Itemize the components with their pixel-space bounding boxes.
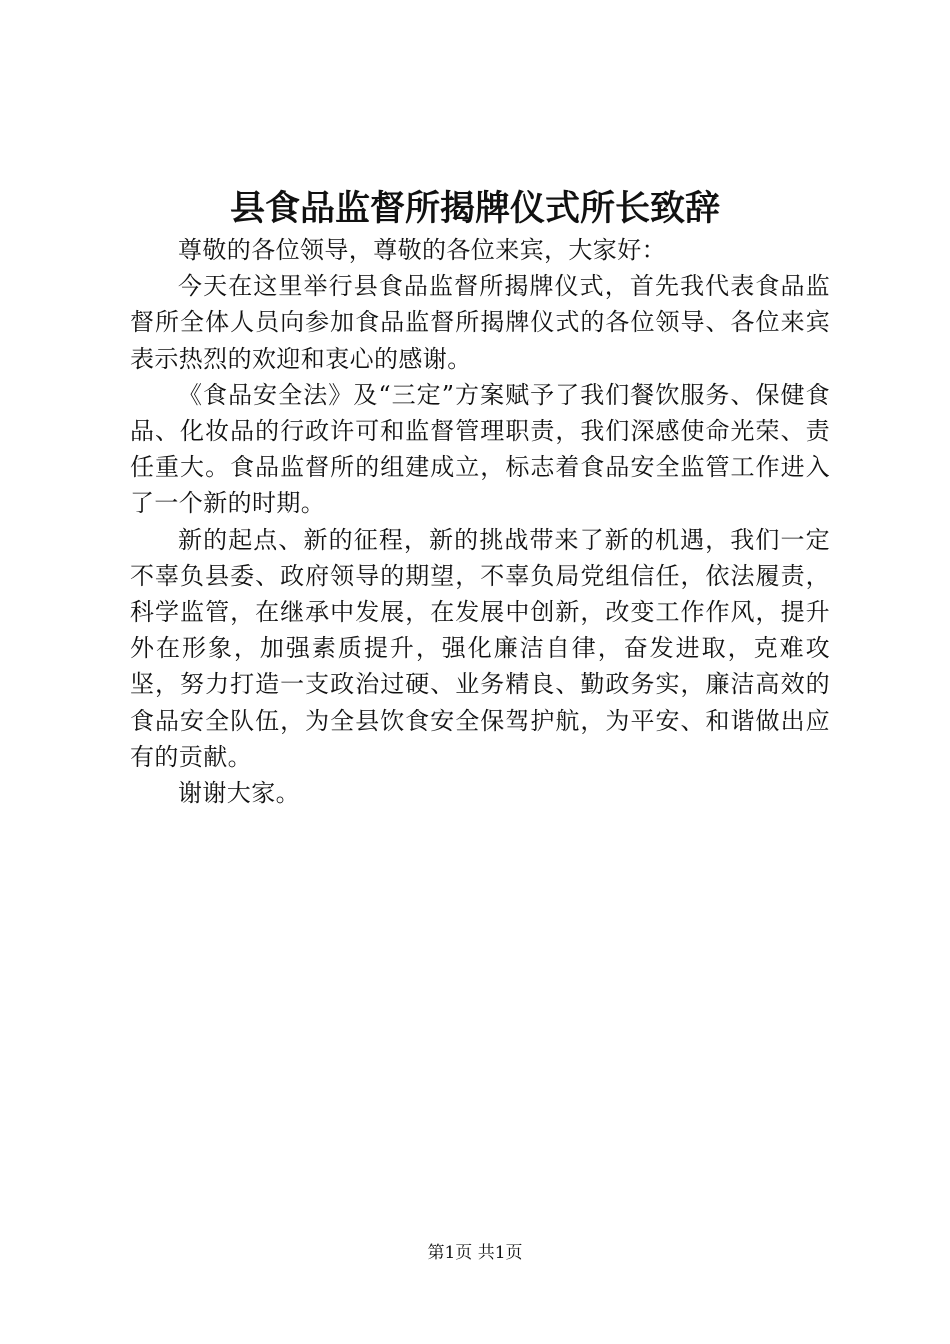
page-footer: 第1页 共1页 (427, 1243, 523, 1263)
paragraph-thanks: 谢谢大家。 (178, 779, 300, 808)
document-title: 县食品监督所揭牌仪式所长致辞 (229, 188, 720, 229)
paragraph-welcome: 今天在这里举行县食品监督所揭牌仪式，首先我代表食品监督所全体人员向参加食品监督所揭牌仪式的各位领导、各位来宾表示热烈的欢迎和衷心的感谢。 (130, 272, 830, 373)
paragraph-commitment: 新的起点、新的征程，新的挑战带来了新的机遇，我们一定不辜负县委、政府领导的期望，不辜负局党组信任，依法履责，科学监管，在继承中发展，在发展中创新，改变工作作风，提升外在形象，加强素质提升，强化廉洁自律，奋发进取，克难攻坚，努力打造一支政治过硬、业务精良、勤政务实，廉洁高效的食品安全队伍，为全县饮食安全保驾护航，为平安、和谐做出应有的贡献。 (130, 525, 830, 771)
paragraph-greeting: 尊敬的各位领导，尊敬的各位来宾，大家好： (178, 236, 666, 264)
paragraph-responsibility: 《食品安全法》及“三定”方案赋予了我们餐饮服务、保健食品、化妆品的行政许可和监督管理职责，我们深感使命光荣、责任重大。食品监督所的组建成立，标志着食品安全监管工作进入了一个新的时期。 (130, 380, 830, 518)
document-body (130, 232, 830, 811)
